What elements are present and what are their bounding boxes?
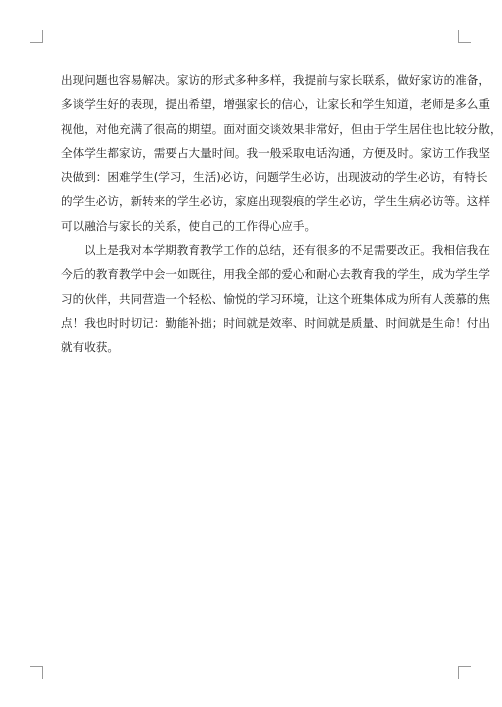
text-line: 今后的教育教学中会一如既往，用我全部的爱心和耐心去教育我的学生，成为学生学 (61, 267, 490, 282)
text-line: 视他，对他充满了很高的期望。面对面交谈效果非常好，但由于学生居住也比较分散， (61, 121, 502, 136)
paragraph-summary (61, 238, 490, 359)
crop-mark-top-left (30, 30, 43, 43)
text-line: 的学生必访，新转来的学生必访，家庭出现裂痕的学生必访，学生生病必访等。这样 (61, 194, 490, 209)
text-line: 以上是我对本学期教育教学工作的总结，还有很多的不足需要改正。我相信我在 (84, 243, 490, 258)
crop-mark-bottom-right (458, 666, 471, 679)
document-body (61, 68, 502, 360)
crop-mark-top-right (458, 30, 471, 43)
text-line: 决做到：困难学生(学习，生活)必访，问题学生必访，出现波动的学生必访，有特长 (61, 170, 488, 185)
paragraph-home-visits (61, 68, 502, 238)
text-line: 全体学生都家访，需要占大量时间。我一般采取电话沟通，方便及时。家访工作我坚 (61, 145, 490, 160)
crop-mark-bottom-left (30, 666, 43, 679)
text-line: 出现问题也容易解决。家访的形式多种多样，我提前与家长联系，做好家访的准备， (61, 73, 490, 87)
text-line: 多谈学生好的表现，提出希望，增强家长的信心，让家长和学生知道，老师是多么重 (61, 97, 490, 112)
text-line: 习的伙伴，共同营造一个轻松、愉悦的学习环境，让这个班集体成为所有人羡慕的焦 (61, 291, 490, 306)
text-line: 点！我也时时切记：勤能补拙；时间就是效率、时间就是质量、时间就是生命！付出 (61, 315, 490, 330)
text-line: 就有收获。 (61, 340, 119, 355)
text-line: 可以融洽与家长的关系，使自己的工作得心应手。 (61, 218, 317, 233)
